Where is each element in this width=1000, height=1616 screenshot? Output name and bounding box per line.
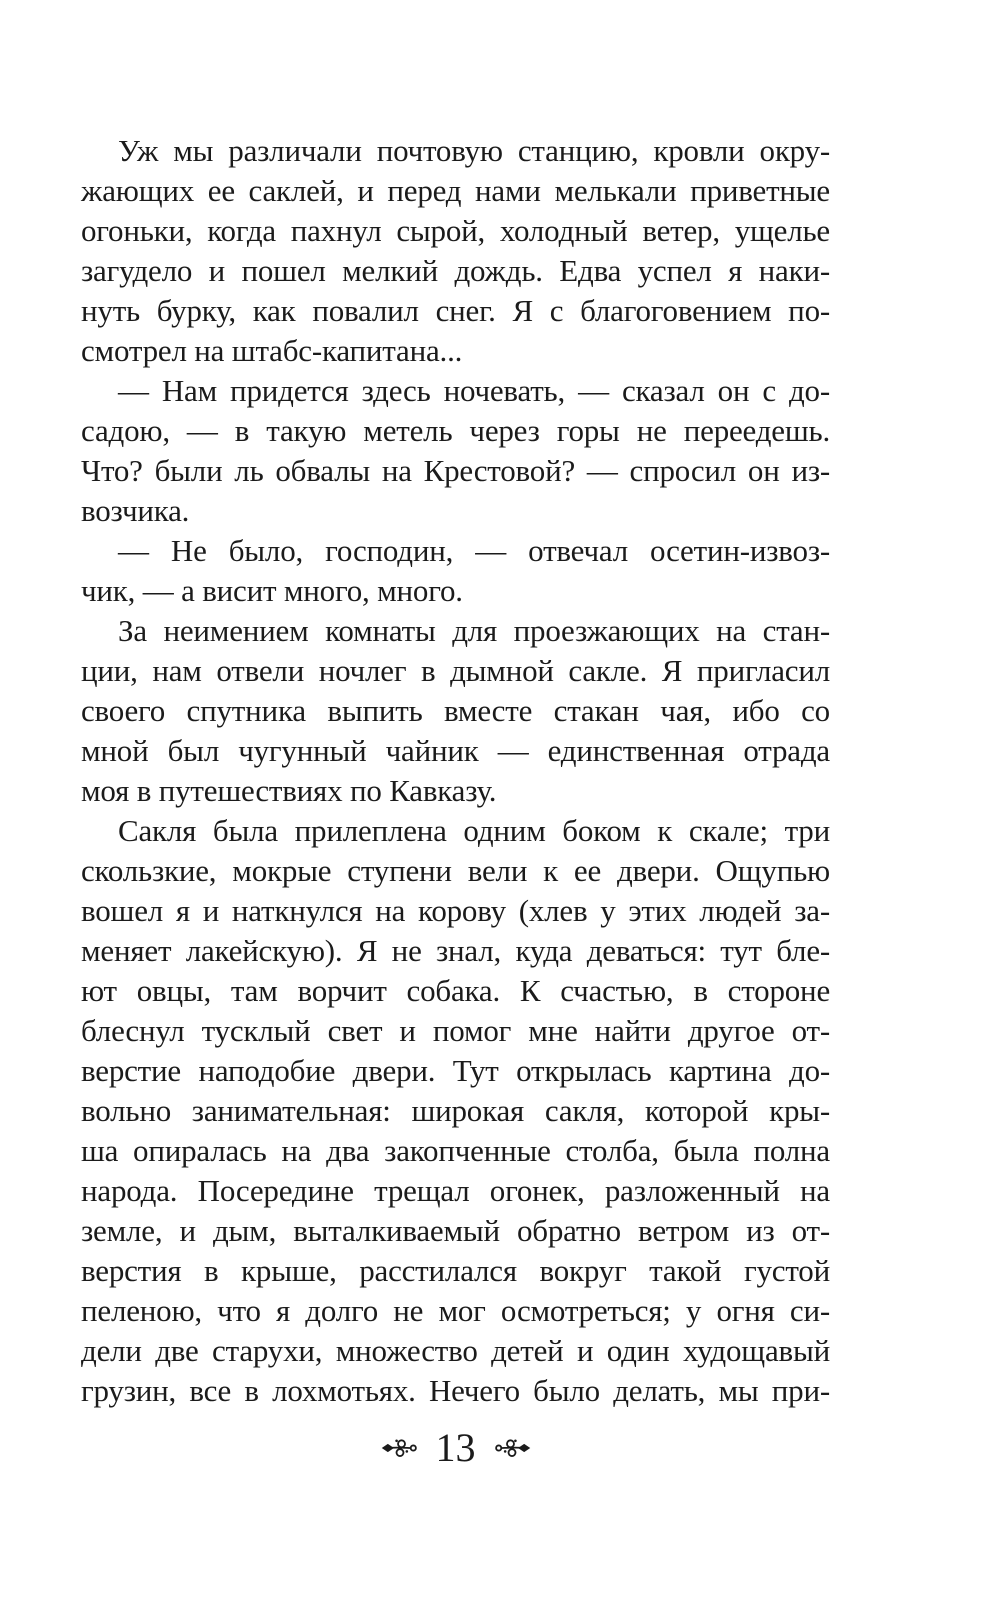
text-line: садою, — в такую метель через горы не переедешь.: [81, 413, 830, 448]
text-line: блеснул тусклый свет и помог мне найти другое от-: [81, 1013, 830, 1048]
text-line: ют овцы, там ворчит собака. К счастью, в стороне: [81, 973, 830, 1008]
text-line: меняет лакейскую). Я не знал, куда деваться: тут бле-: [81, 933, 830, 968]
text-line: смотрел на штабс-капитана...: [81, 333, 463, 368]
text-line: — Не было, господин, — отвечал осетин-извоз-: [118, 533, 830, 568]
text-line: народа. Посередине трещал огонек, разложенный на: [81, 1173, 830, 1208]
page-number: 13: [435, 1425, 476, 1470]
text-line: возчика.: [81, 493, 190, 528]
text-line: нуть бурку, как повалил снег. Я с благоговением по-: [81, 293, 830, 328]
footer-ornament-right-icon: [493, 1438, 531, 1458]
text-line: скользкие, мокрые ступени вели к ее двери. Ощупью: [81, 853, 830, 888]
page-text-block: [81, 131, 830, 1411]
text-line: Уж мы различали почтовую станцию, кровли окру-: [118, 133, 830, 168]
text-line: жающих ее саклей, и перед нами мелькали приветные: [81, 173, 830, 208]
footer-ornament-left-icon: [381, 1438, 419, 1458]
text-line: своего спутника выпить вместе стакан чая, ибо со: [81, 693, 830, 728]
text-line: грузин, все в лохмотьях. Нечего было делать, мы при-: [81, 1373, 830, 1408]
text-line: чик, — а висит много, много.: [81, 573, 463, 608]
text-line: вошел я и наткнулся на корову (хлев у этих людей за-: [81, 893, 830, 928]
text-line: вольно занимательная: широкая сакля, которой кры-: [81, 1093, 830, 1128]
text-line: За неимением комнаты для проезжающих на стан-: [118, 613, 830, 648]
text-line: дели две старухи, множество детей и один худощавый: [81, 1333, 830, 1368]
text-line: верстия в крыше, расстилался вокруг такой густой: [81, 1253, 830, 1288]
text-line: верстие наподобие двери. Тут открылась картина до-: [81, 1053, 830, 1088]
text-line: Что? были ль обвалы на Крестовой? — спросил он из-: [81, 453, 830, 488]
text-line: Сакля была прилеплена одним боком к скале; три: [118, 813, 830, 848]
text-line: моя в путешествиях по Кавказу.: [81, 773, 497, 808]
text-line: пеленою, что я долго не мог осмотреться; у огня си-: [81, 1293, 830, 1328]
page-footer: [81, 1424, 830, 1472]
text-line: — Нам придется здесь ночевать, — сказал он с до-: [118, 373, 830, 408]
text-line: загудело и пошел мелкий дождь. Едва успел я наки-: [81, 253, 830, 288]
text-line: мной был чугунный чайник — единственная отрада: [81, 733, 830, 768]
text-line: земле, и дым, выталкиваемый обратно ветром из от-: [81, 1213, 830, 1248]
text-line: огоньки, когда пахнул сырой, холодный ветер, ущелье: [81, 213, 830, 248]
text-line: ции, нам отвели ночлег в дымной сакле. Я пригласил: [81, 653, 830, 688]
text-line: ша опиралась на два закопченные столба, была полна: [81, 1133, 830, 1168]
